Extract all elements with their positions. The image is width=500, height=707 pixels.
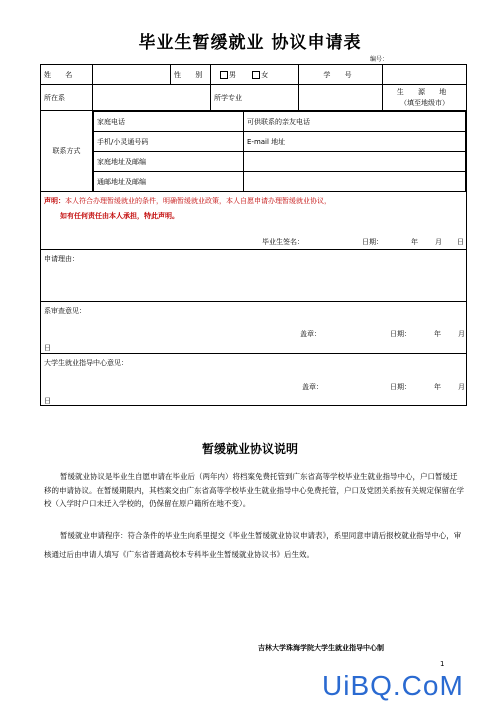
gender-field[interactable] <box>211 65 299 85</box>
gender-label: 性 别 <box>171 65 211 85</box>
center-date-label: 日期： <box>390 383 411 391</box>
male-checkbox[interactable] <box>220 71 228 79</box>
declaration-text2: 如有任何责任由本人承担，特此声明。 <box>60 212 179 220</box>
reason-cell[interactable] <box>41 250 467 302</box>
dept-field[interactable] <box>93 85 211 111</box>
major-label: 所学专业 <box>211 85 299 111</box>
center-opinion-cell[interactable] <box>41 354 467 406</box>
center-year: 年 <box>434 383 441 391</box>
name-field[interactable] <box>93 65 171 85</box>
watermark-logo: UiBQ.CoM <box>322 670 464 701</box>
form-title: 毕业生暂缓就业 协议申请表 <box>138 33 362 53</box>
page-number: 1 <box>440 660 445 668</box>
origin-note: （填至地级市） <box>400 98 450 107</box>
explain-title: 暂缓就业协议说明 <box>201 442 298 456</box>
female-checkbox[interactable] <box>252 71 260 79</box>
dept-opinion-cell[interactable] <box>41 302 467 354</box>
home-address-label: 家庭地址及邮编 <box>94 152 244 172</box>
declaration-text: 本人符合办理暂缓就业的条件，明确暂缓就业政策，本人自愿申请办理暂缓就业协议， <box>65 197 331 205</box>
declaration-day: 日 <box>457 238 464 246</box>
declaration-label: 声明： <box>44 197 65 205</box>
mail-address-field[interactable] <box>244 172 466 192</box>
explain-paragraph-1: 暂缓就业协议是毕业生自愿申请在毕业后（两年内）将档案免费托管到广东省高等学校毕业生就业指导中心，户口暂缓迁移的申请协议。在暂缓期限内，其档案交由广东省高等学校毕业生就业指导中心免费托管，户口及党团关系按有关规定保留在学校（入学时户口未迁入学校的，仍保留在原户籍所在地不变）。 <box>44 472 464 508</box>
origin-cell <box>383 85 467 111</box>
dept-month: 月 <box>458 330 465 338</box>
dept-day: 日 <box>44 344 51 352</box>
email-label: E-mail 地址 <box>244 132 466 152</box>
name-label: 姓 名 <box>41 65 93 85</box>
student-id-field[interactable] <box>383 65 467 85</box>
contact-block <box>93 111 467 192</box>
mobile-label: 手机/小灵通号码 <box>94 132 244 152</box>
home-phone-label: 家庭电话 <box>94 112 244 132</box>
declaration-date-label: 日期： <box>362 238 383 246</box>
dept-seal-label: 盖章： <box>300 330 321 338</box>
dept-year: 年 <box>434 330 441 338</box>
dept-opinion-label: 系审查意见： <box>44 307 86 315</box>
declaration-year: 年 <box>411 238 418 246</box>
explain-paragraph-2: 暂缓就业申请程序：符合条件的毕业生向系里提交《毕业生暂缓就业协议申请表》，系里同意申请后报校就业指导中心，审核通过后由申请人填写《广东省普通高校本专科毕业生暂缓就业协议书》后生效。 <box>44 531 462 559</box>
contact-label: 联系方式 <box>41 111 93 192</box>
center-month: 月 <box>458 383 465 391</box>
center-day: 日 <box>44 397 51 405</box>
reason-label: 申请理由： <box>44 255 79 263</box>
declaration-cell <box>41 192 467 250</box>
female-label: 女 <box>261 70 269 79</box>
dept-label: 所在系 <box>41 85 93 111</box>
major-field[interactable] <box>299 85 383 111</box>
origin-label: 生 源 地 <box>396 87 453 96</box>
declaration-month: 月 <box>435 238 442 246</box>
home-address-field[interactable] <box>244 152 466 172</box>
mail-address-label: 通邮地址及邮编 <box>94 172 244 192</box>
application-form <box>40 64 467 406</box>
center-seal-label: 盖章： <box>302 383 323 391</box>
student-signature-label: 毕业生签名： <box>262 238 304 246</box>
footer-issuer: 吉林大学珠海学院大学生就业指导中心制 <box>258 644 384 652</box>
dept-date-label: 日期： <box>390 330 411 338</box>
code-label: 编号： <box>370 56 389 63</box>
male-label: 男 <box>229 70 236 79</box>
center-opinion-label: 大学生就业指导中心意见： <box>44 359 128 367</box>
student-id-label: 学 号 <box>299 65 383 85</box>
relative-phone-label: 可供联系的亲友电话 <box>244 112 466 132</box>
